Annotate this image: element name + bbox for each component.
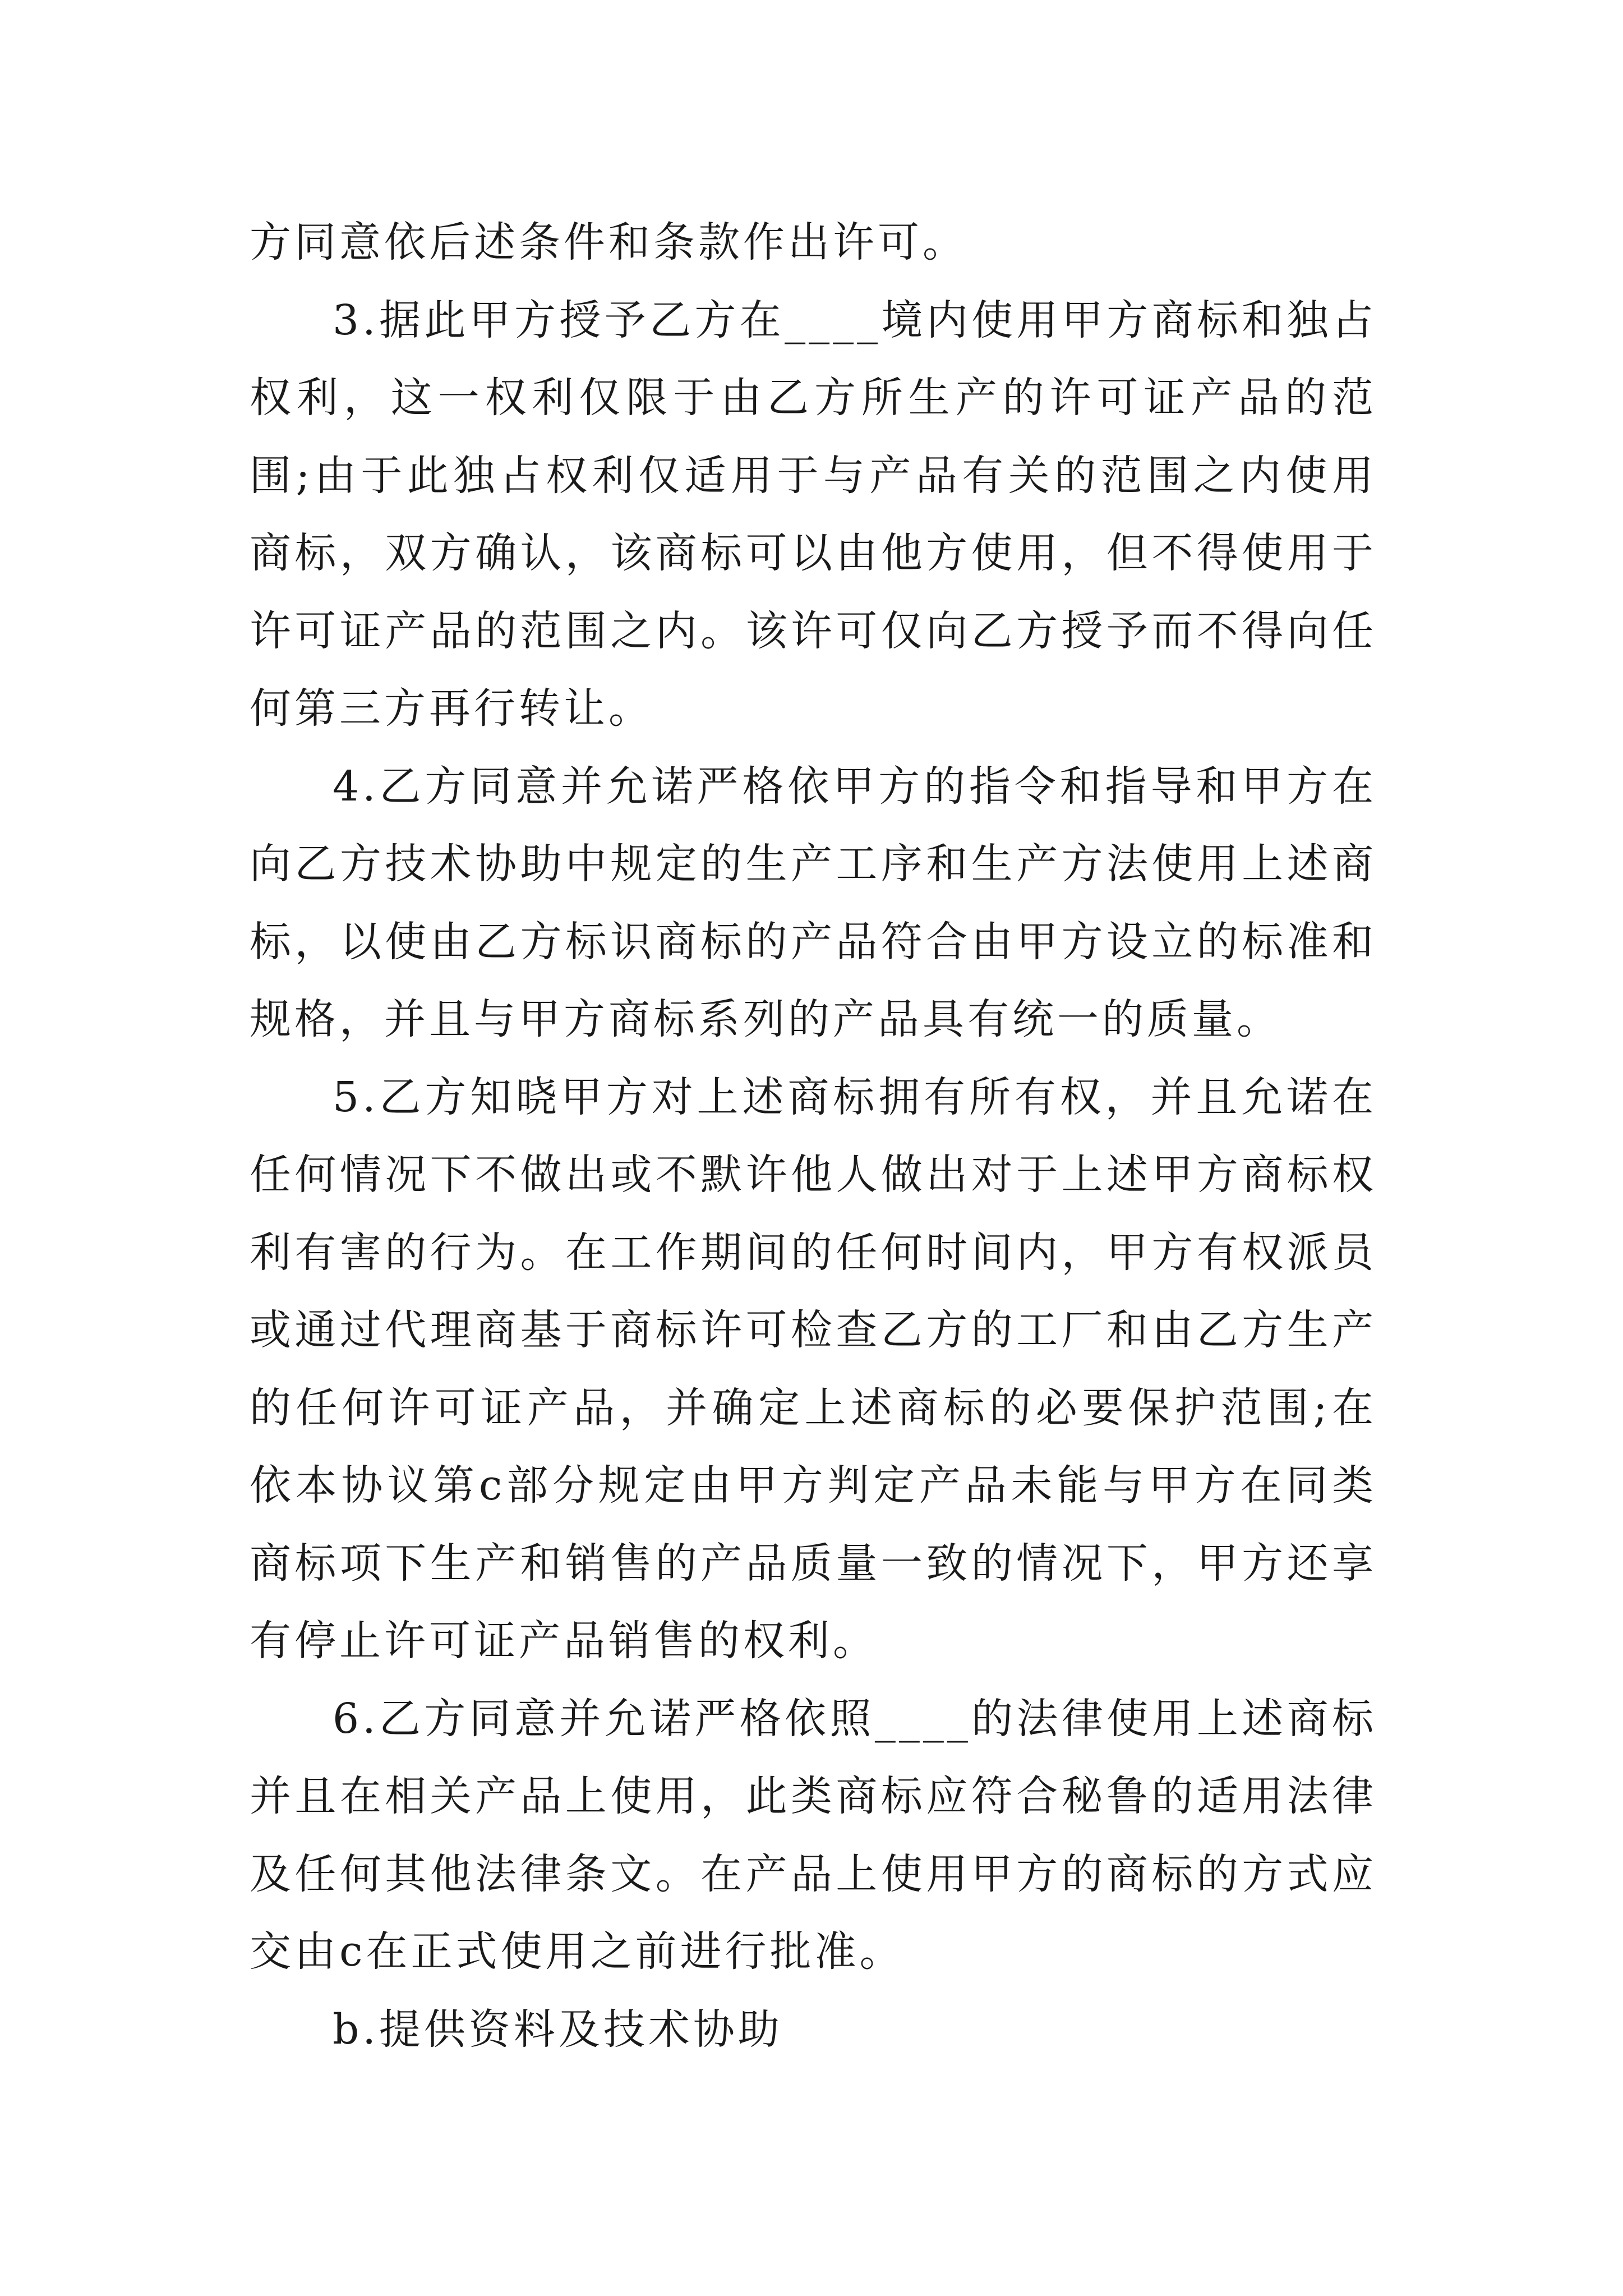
document-body xyxy=(250,204,1377,2068)
paragraph-clause-6: 6.乙方同意并允诺严格依照____的法律使用上述商标并且在相关产品上使用，此类商标应符合秘鲁的适用法律及任何其他法律条文。在产品上使用甲方的商标的方式应交由c在正式使用之前进行批准。 xyxy=(250,1694,1377,1976)
paragraph-continuation: 方同意依后述条件和条款作出许可。 xyxy=(250,218,967,266)
paragraph-clause-4: 4.乙方同意并允诺严格依甲方的指令和指导和甲方在向乙方技术协助中规定的生产工序和生产方法使用上述商标，以使由乙方标识商标的产品符合由甲方设立的标准和规格，并且与甲方商标系列的产品具有统一的质量。 xyxy=(250,762,1377,1043)
section-heading-b: b.提供资料及技术协助 xyxy=(333,2005,783,2054)
paragraph-clause-3: 3.据此甲方授予乙方在____境内使用甲方商标和独占权利，这一权利仅限于由乙方所生产的许可证产品的范围;由于此独占权利仅适用于与产品有关的范围之内使用商标，双方确认，该商标可以由他方使用，但不得使用于许可证产品的范围之内。该许可仅向乙方授予而不得向任何第三方再行转让。 xyxy=(250,296,1377,733)
paragraph-clause-5: 5.乙方知晓甲方对上述商标拥有所有权，并且允诺在任何情况下不做出或不默许他人做出对于上述甲方商标权利有害的行为。在工作期间的任何时间内，甲方有权派员或通过代理商基于商标许可检查乙方的工厂和由乙方生产的任何许可证产品，并确定上述商标的必要保护范围;在依本协议第c部分规定由甲方判定产品未能与甲方在同类商标项下生产和销售的产品质量一致的情况下，甲方还享有停止许可证产品销售的权利。 xyxy=(250,1073,1377,1665)
